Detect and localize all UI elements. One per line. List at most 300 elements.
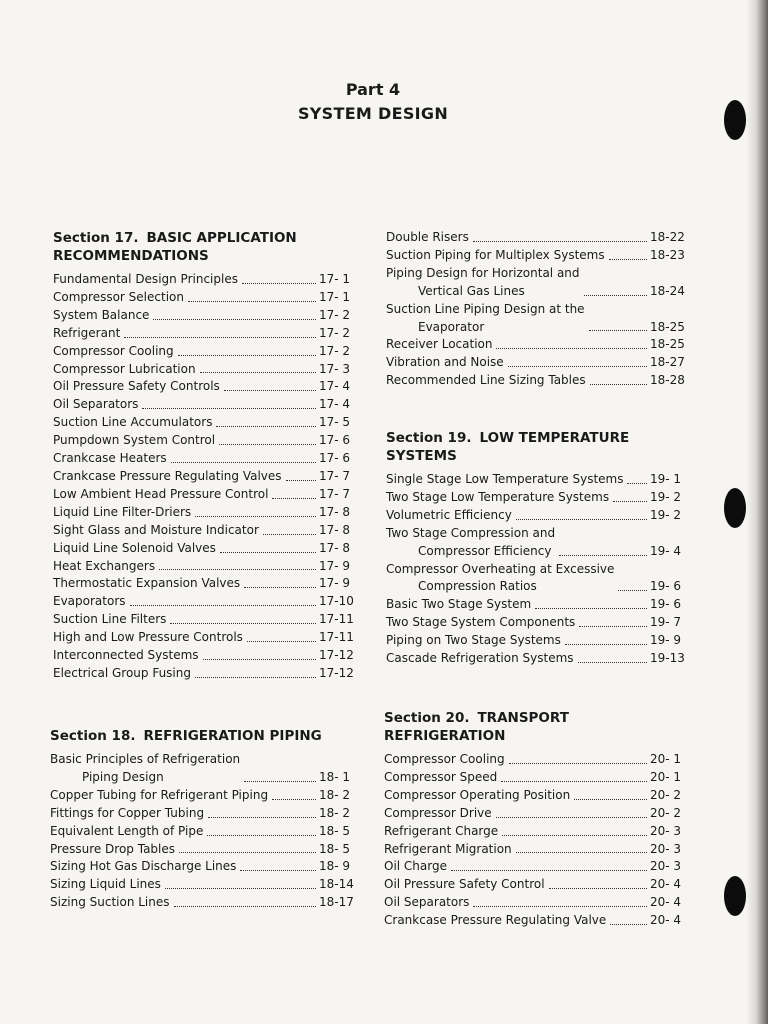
- toc-entry[interactable]: [53, 611, 357, 629]
- toc-entry-title: [384, 805, 492, 823]
- toc-entry[interactable]: [384, 769, 688, 787]
- toc-entry-title-line1: Oil Charge: [384, 859, 447, 874]
- toc-entry-title: [386, 372, 586, 390]
- toc-entry-title-line1: Oil Pressure Safety Controls: [53, 379, 220, 394]
- toc-entry[interactable]: [50, 823, 357, 841]
- section-title-continued: RECOMMENDATIONS: [53, 248, 209, 264]
- toc-entry-title: [386, 489, 609, 507]
- toc-entry-title: [386, 265, 580, 301]
- toc-entry[interactable]: [386, 301, 688, 337]
- toc-entry-title: [384, 876, 545, 894]
- toc-entry-title-line1: System Balance: [53, 307, 150, 322]
- toc-entry-page: 17- 8: [319, 540, 351, 555]
- toc-entry[interactable]: [386, 247, 688, 265]
- toc-entry-title-line1: Suction Line Piping Design at the: [386, 301, 585, 316]
- dot-leader: [159, 569, 316, 570]
- toc-entry-title: [386, 354, 504, 372]
- toc-entry-title-line2: Evaporator: [418, 319, 485, 334]
- toc-entry-title: [384, 787, 570, 805]
- toc-entry-title-line1: Oil Separators: [53, 397, 139, 412]
- toc-entry-page: 17- 4: [319, 379, 351, 394]
- dot-leader: [244, 587, 316, 588]
- toc-entry-title: [50, 876, 161, 894]
- toc-entry[interactable]: [50, 805, 357, 823]
- toc-entry-title-line1: Fittings for Copper Tubing: [50, 805, 205, 820]
- section-19: [386, 429, 688, 668]
- toc-entry-page: 18- 2: [319, 787, 351, 802]
- toc-entry-page: 19- 6: [650, 597, 682, 612]
- toc-entry-page: 18-22: [650, 230, 685, 244]
- toc-entry-title: [53, 450, 167, 468]
- toc-entry-title-line1: Pumpdown System Control: [53, 433, 216, 448]
- toc-entry-title-line1: Single Stage Low Temperature Systems: [386, 472, 624, 486]
- dot-leader: [579, 626, 647, 627]
- toc-entry-title: [386, 561, 614, 597]
- toc-entry-title-line2: Compressor Efficiency: [418, 543, 552, 558]
- toc-entry-title-line1: Compressor Cooling: [53, 343, 174, 358]
- toc-entry-title: [50, 823, 203, 841]
- toc-entry-page: 18-27: [650, 355, 685, 370]
- toc-entry-title-line1: Two Stage Low Temperature Systems: [386, 489, 610, 504]
- toc-entry-title: [53, 611, 166, 629]
- toc-entry-title-line1: Compressor Operating Position: [384, 787, 571, 802]
- toc-entry[interactable]: [53, 504, 357, 522]
- toc-entry[interactable]: [53, 414, 357, 432]
- dot-leader: [207, 835, 316, 836]
- dot-leader: [272, 498, 316, 499]
- toc-entry-page: 17- 2: [319, 307, 351, 322]
- toc-entry-title-line1: Oil Pressure Safety Control: [384, 877, 545, 892]
- section-17: [53, 229, 357, 683]
- toc-entry-title-line1: Liquid Line Solenoid Valves: [53, 540, 216, 555]
- toc-entry-title: [386, 525, 555, 561]
- toc-entry-title: [386, 471, 623, 489]
- toc-entry-page: 17-11: [319, 612, 354, 627]
- toc-entry-title: [386, 632, 561, 650]
- toc-entry-page: 17- 6: [319, 451, 351, 466]
- dot-leader: [501, 781, 647, 782]
- dot-leader: [240, 870, 316, 871]
- toc-entry-page: 17- 9: [319, 576, 351, 591]
- dot-leader: [613, 501, 647, 502]
- toc-entry-title: [386, 229, 469, 247]
- toc-entry-title-line1: Compressor Speed: [384, 769, 498, 784]
- toc-entry-title: [53, 271, 238, 289]
- toc-entry[interactable]: [53, 665, 357, 683]
- toc-entry-title-line1: Piping on Two Stage Systems: [386, 633, 561, 648]
- dot-leader: [130, 605, 316, 606]
- toc-entry-page: 17- 3: [319, 361, 351, 376]
- toc-entry-page: 18-23: [650, 247, 685, 262]
- toc-entry-page: 19- 4: [650, 543, 682, 558]
- toc-entry-title-line2: Vertical Gas Lines: [418, 283, 525, 298]
- toc-entry[interactable]: [53, 361, 357, 379]
- dot-leader: [610, 924, 647, 925]
- dot-leader: [578, 662, 647, 663]
- toc-entry[interactable]: [386, 336, 688, 354]
- toc-entry-page: 18-28: [650, 373, 685, 388]
- section-18: [50, 727, 357, 912]
- toc-entry-title: [386, 247, 605, 265]
- dot-leader: [473, 241, 647, 242]
- toc-entry[interactable]: [384, 787, 688, 805]
- toc-entry[interactable]: [384, 841, 688, 859]
- toc-entry-title: [53, 558, 155, 576]
- dot-leader: [627, 483, 647, 484]
- toc-entry[interactable]: [50, 841, 357, 859]
- dot-leader: [509, 763, 647, 764]
- toc-entry-page: 20- 2: [650, 787, 682, 802]
- dot-leader: [200, 372, 316, 373]
- toc-entry-title-line1: Recommended Line Sizing Tables: [386, 373, 586, 388]
- toc-entry-title: [53, 486, 268, 504]
- toc-entry-title: [384, 823, 498, 841]
- toc-entry-title-line1: Two Stage System Components: [386, 615, 576, 630]
- toc-entry-title-line1: Two Stage Compression and: [386, 525, 556, 540]
- section-heading: [53, 229, 357, 265]
- dot-leader: [188, 301, 316, 302]
- dot-leader: [584, 295, 647, 296]
- toc-entry-title-line1: Compressor Selection: [53, 289, 184, 304]
- toc-entry[interactable]: [384, 876, 688, 894]
- toc-entry-page: 18-25: [650, 319, 685, 334]
- toc-entry[interactable]: [53, 450, 357, 468]
- toc-entry[interactable]: [384, 858, 688, 876]
- part-label: Part 4: [345, 80, 401, 99]
- toc-entry[interactable]: [384, 751, 688, 769]
- toc-entry-title-line2: Compression Ratios: [418, 579, 537, 594]
- toc-entry-page: 17-12: [319, 648, 354, 663]
- toc-entry[interactable]: [53, 468, 357, 486]
- toc-entry-title: [53, 504, 191, 522]
- toc-entry-page: 17- 8: [319, 522, 351, 537]
- toc-entry-page: 19-13: [650, 651, 685, 666]
- toc-entry-title-line1: Piping Design for Horizontal and: [386, 265, 580, 280]
- toc-entry-title-line1: Refrigerant: [53, 325, 121, 340]
- toc-entry-title: [53, 432, 215, 450]
- dot-leader: [535, 608, 647, 609]
- toc-entry[interactable]: [50, 894, 357, 912]
- toc-entry-title: [386, 507, 512, 525]
- toc-entry[interactable]: [386, 561, 688, 597]
- toc-entry-page: 18-24: [650, 283, 685, 298]
- toc-entry-page: 17-10: [319, 594, 354, 609]
- toc-entry-title-line1: Suction Piping for Multiplex Systems: [386, 247, 605, 262]
- toc-entry-page: 17- 4: [319, 397, 351, 412]
- dot-leader: [124, 337, 316, 338]
- toc-entry[interactable]: [53, 289, 357, 307]
- toc-entry[interactable]: [53, 629, 357, 647]
- toc-entry-title: [53, 307, 149, 325]
- toc-entry-page: 18-14: [319, 877, 354, 892]
- toc-entry-title-line1: Vibration and Noise: [386, 355, 504, 370]
- toc-entry-page: 18- 5: [319, 823, 351, 838]
- toc-entry-title-line1: Basic Principles of Refrigeration: [50, 752, 241, 766]
- toc-entry-title-line1: Thermostatic Expansion Valves: [53, 576, 241, 591]
- toc-entry[interactable]: [384, 912, 688, 930]
- toc-entry[interactable]: [53, 647, 357, 665]
- toc-entry-title: [53, 629, 243, 647]
- toc-entry-title: [384, 751, 505, 769]
- dot-leader: [170, 623, 316, 624]
- toc-entry[interactable]: [386, 614, 688, 632]
- toc-entry[interactable]: [50, 876, 357, 894]
- toc-entry[interactable]: [386, 229, 688, 247]
- toc-entry-page: 18- 1: [319, 769, 351, 784]
- toc-entry[interactable]: [384, 894, 688, 912]
- toc-entry[interactable]: [386, 471, 688, 489]
- dot-leader: [142, 408, 316, 409]
- toc-entry-title: [384, 841, 512, 859]
- toc-entry-page: 19- 7: [650, 615, 682, 630]
- dot-leader: [589, 330, 647, 331]
- toc-entry-title: [384, 894, 469, 912]
- section-number: Section 20.: [384, 710, 470, 726]
- dot-leader: [165, 888, 316, 889]
- toc-entry-title: [53, 522, 259, 540]
- toc-entry-title-line1: Low Ambient Head Pressure Control: [53, 486, 269, 501]
- toc-entry[interactable]: [386, 525, 688, 561]
- toc-entry-title-line1: Suction Line Accumulators: [53, 415, 213, 430]
- toc-entry-page: 20- 4: [650, 913, 682, 928]
- dot-leader: [272, 799, 316, 800]
- toc-entry-page: 17- 7: [319, 486, 351, 501]
- toc-entry[interactable]: [386, 372, 688, 390]
- toc-entry-page: 17- 2: [319, 343, 351, 358]
- toc-entry-page: 17- 1: [319, 272, 351, 286]
- dot-leader: [502, 835, 647, 836]
- part-title: SYSTEM DESIGN: [297, 104, 449, 123]
- toc-entry[interactable]: [386, 265, 688, 301]
- dot-leader: [179, 852, 316, 853]
- toc-entry-page: 20- 2: [650, 805, 682, 820]
- part-header: [0, 78, 746, 126]
- dot-leader: [220, 552, 316, 553]
- toc-entry-title: [384, 769, 497, 787]
- toc-entry-title-line1: Liquid Line Filter-Driers: [53, 504, 192, 519]
- toc-entry-title-line1: Heat Exchangers: [53, 558, 156, 573]
- toc-entry[interactable]: [50, 787, 357, 805]
- toc-entry-title-line1: Cascade Refrigeration Systems: [386, 651, 574, 666]
- section-heading: [384, 709, 688, 745]
- toc-entry-title-line1: Compressor Cooling: [384, 752, 505, 766]
- dot-leader: [216, 426, 316, 427]
- dot-leader: [195, 516, 316, 517]
- toc-entry[interactable]: [50, 751, 357, 787]
- toc-entry-page: 18- 2: [319, 805, 351, 820]
- section-title: LOW TEMPERATURE: [479, 430, 630, 446]
- toc-entry[interactable]: [53, 486, 357, 504]
- section-heading: [50, 727, 357, 745]
- toc-entry-page: 17- 2: [319, 325, 351, 340]
- toc-entry-title: [53, 665, 191, 683]
- toc-entry-title-line1: Refrigerant Migration: [384, 841, 512, 856]
- page-edge-shadow: [746, 0, 768, 1024]
- toc-entry-title: [53, 325, 120, 343]
- dot-leader: [263, 534, 316, 535]
- toc-entry-page: 20- 1: [650, 769, 682, 784]
- toc-entry[interactable]: [53, 575, 357, 593]
- toc-entry-title-line1: Evaporators: [53, 594, 126, 609]
- toc-entry-title: [53, 647, 199, 665]
- toc-entry-page: 17- 1: [319, 289, 351, 304]
- toc-entry-page: 19- 6: [650, 579, 682, 594]
- toc-entry-title: [53, 396, 138, 414]
- section-title: REFRIGERATION PIPING: [143, 728, 322, 744]
- toc-entry[interactable]: [53, 522, 357, 540]
- toc-entry-title: [50, 751, 240, 787]
- toc-entry-title-line1: Suction Line Filters: [53, 612, 167, 627]
- toc-entry-title: [50, 858, 236, 876]
- toc-entry-title-line1: Sizing Suction Lines: [50, 895, 170, 910]
- toc-entry-title: [386, 614, 575, 632]
- toc-entry-title: [53, 378, 220, 396]
- dot-leader: [286, 480, 316, 481]
- dot-leader: [496, 817, 647, 818]
- dot-leader: [516, 519, 647, 520]
- toc-entry-page: 18- 5: [319, 841, 351, 856]
- toc-entry[interactable]: [386, 354, 688, 372]
- toc-entry[interactable]: [53, 307, 357, 325]
- toc-entry-title-line1: Sizing Hot Gas Discharge Lines: [50, 859, 237, 874]
- toc-entry-title-line1: Compressor Drive: [384, 805, 492, 820]
- toc-entry[interactable]: [386, 507, 688, 525]
- toc-entry[interactable]: [53, 378, 357, 396]
- toc-entry-page: 20- 1: [650, 752, 682, 766]
- toc-entry-title-line1: Interconnected Systems: [53, 648, 199, 663]
- dot-leader: [153, 319, 316, 320]
- dot-leader: [496, 348, 647, 349]
- toc-entry-title: [53, 343, 174, 361]
- dot-leader: [178, 355, 316, 356]
- dot-leader: [203, 659, 316, 660]
- toc-entry[interactable]: [386, 596, 688, 614]
- dot-leader: [516, 852, 647, 853]
- section-20: [384, 709, 688, 930]
- toc-entry-page: 17- 9: [319, 558, 351, 573]
- toc-entry[interactable]: [384, 805, 688, 823]
- toc-entry-title: [53, 361, 196, 379]
- dot-leader: [549, 888, 647, 889]
- toc-entry-page: 19- 2: [650, 507, 682, 522]
- toc-entry[interactable]: [53, 325, 357, 343]
- toc-entry-title: [386, 301, 585, 337]
- toc-entry-page: 20- 4: [650, 895, 682, 910]
- toc-entry-title-line1: Basic Two Stage System: [386, 597, 532, 612]
- toc-entry[interactable]: [53, 396, 357, 414]
- toc-entry-title: [50, 805, 204, 823]
- toc-entry-title-line1: Crankcase Pressure Regulating Valve: [384, 913, 607, 928]
- toc-entry-title: [53, 540, 216, 558]
- toc-entry-page: 17- 5: [319, 415, 351, 430]
- toc-entry-page: 20- 3: [650, 823, 682, 838]
- dot-leader: [208, 817, 316, 818]
- toc-entry-title: [386, 596, 531, 614]
- dot-leader: [195, 677, 316, 678]
- toc-entry[interactable]: [386, 489, 688, 507]
- toc-entry-title: [384, 858, 447, 876]
- toc-entry-title: [53, 593, 126, 611]
- section-18-continued: [386, 229, 688, 390]
- toc-entry-title: [386, 650, 574, 668]
- toc-entry-page: 20- 3: [650, 859, 682, 874]
- toc-entry-title-line1: Refrigerant Charge: [384, 823, 499, 838]
- dot-leader: [618, 590, 647, 591]
- toc-entry-title: [50, 841, 175, 859]
- toc-entry[interactable]: [53, 540, 357, 558]
- dot-leader: [247, 641, 316, 642]
- toc-entry[interactable]: [53, 271, 357, 289]
- dot-leader: [224, 390, 316, 391]
- toc-entry-page: 19- 9: [650, 633, 682, 648]
- toc-entry-title: [53, 289, 184, 307]
- section-number: Section 17.: [53, 230, 139, 246]
- dot-leader: [171, 462, 316, 463]
- toc-entry-title-line1: Receiver Location: [386, 337, 493, 352]
- dot-leader: [508, 366, 647, 367]
- toc-entry-title-line1: Copper Tubing for Refrigerant Piping: [50, 787, 269, 802]
- toc-entry[interactable]: [53, 593, 357, 611]
- toc-entry[interactable]: [384, 823, 688, 841]
- toc-entry-page: 17- 6: [319, 433, 351, 448]
- section-number: Section 19.: [386, 430, 472, 446]
- toc-entry-page: 20- 3: [650, 841, 682, 856]
- section-title: BASIC APPLICATION: [146, 230, 297, 246]
- toc-entry-title-line1: High and Low Pressure Controls: [53, 630, 243, 645]
- dot-leader: [559, 555, 647, 556]
- toc-entry-title-line1: Equivalent Length of Pipe: [50, 823, 204, 838]
- section-heading: [386, 429, 688, 465]
- toc-entry-title-line1: Pressure Drop Tables: [50, 841, 176, 856]
- dot-leader: [590, 384, 647, 385]
- dot-leader: [609, 259, 647, 260]
- toc-entry-title-line1: Fundamental Design Principles: [53, 272, 238, 286]
- toc-entry[interactable]: [386, 650, 688, 668]
- section-title-continued: SYSTEMS: [386, 448, 457, 464]
- toc-entry-title: [386, 336, 492, 354]
- toc-entry-title-line1: Crankcase Heaters: [53, 451, 167, 466]
- toc-entry-title-line1: Crankcase Pressure Regulating Valves: [53, 468, 282, 483]
- toc-entry[interactable]: [53, 558, 357, 576]
- toc-entry-title-line1: Electrical Group Fusing: [53, 665, 191, 680]
- toc-entry-page: 18-17: [319, 895, 354, 910]
- toc-entry-page: 18-25: [650, 337, 685, 352]
- toc-entry-page: 17-11: [319, 630, 354, 645]
- toc-entry[interactable]: [53, 343, 357, 361]
- toc-entry[interactable]: [50, 858, 357, 876]
- toc-entry-title-line2: Piping Design: [82, 769, 164, 784]
- dot-leader: [242, 283, 316, 284]
- toc-entry-title: [53, 414, 212, 432]
- toc-entry-page: 19- 1: [650, 472, 682, 486]
- toc-entry-title-line1: Sizing Liquid Lines: [50, 877, 161, 892]
- toc-entry-page: 17-12: [319, 665, 354, 680]
- toc-entry-page: 17- 7: [319, 468, 351, 483]
- toc-entry-page: 20- 4: [650, 877, 682, 892]
- dot-leader: [451, 870, 647, 871]
- toc-entry[interactable]: [53, 432, 357, 450]
- toc-entry[interactable]: [386, 632, 688, 650]
- dot-leader: [219, 444, 316, 445]
- toc-entry-title-line1: Double Risers: [386, 230, 469, 244]
- dot-leader: [244, 781, 316, 782]
- toc-entry-title-line1: Sight Glass and Moisture Indicator: [53, 522, 259, 537]
- toc-entry-page: 18- 9: [319, 859, 351, 874]
- toc-entry-title: [53, 468, 282, 486]
- dot-leader: [473, 906, 647, 907]
- dot-leader: [565, 644, 647, 645]
- toc-entry-title: [50, 894, 170, 912]
